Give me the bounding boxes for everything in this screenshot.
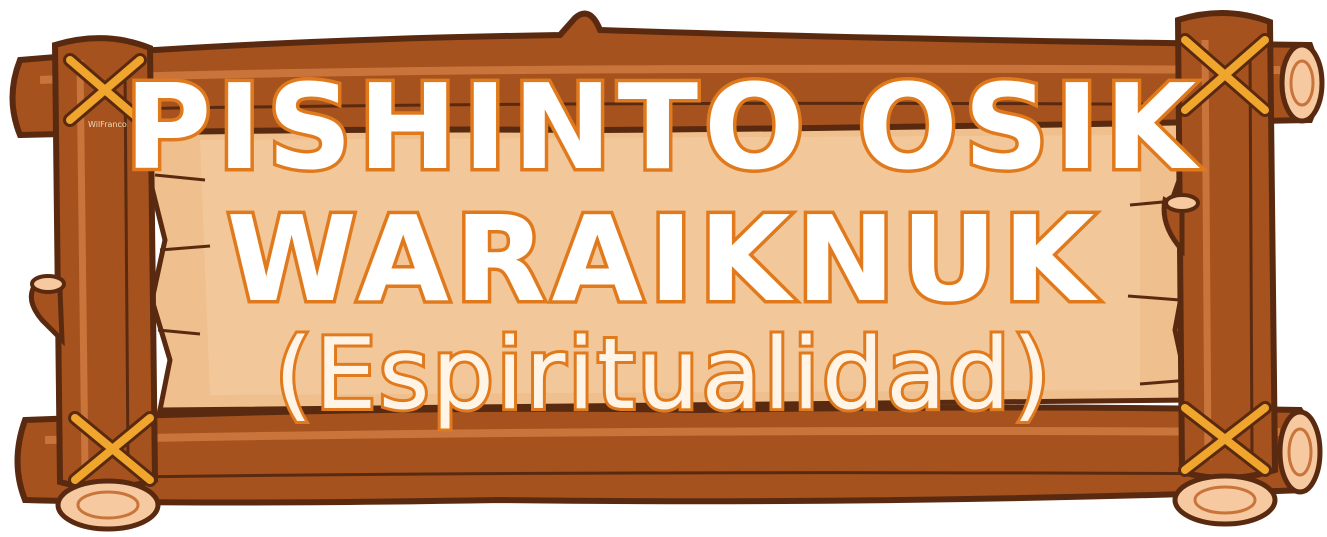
left-post-end <box>58 481 158 529</box>
sign-title-line-2: WARAIKNUK <box>226 190 1101 328</box>
sign-title-line-1: PISHINTO OSIK <box>124 58 1203 196</box>
watermark: WilFranco <box>88 120 127 129</box>
right-post-end <box>1175 476 1275 524</box>
sign-subtitle: (Espiritualidad) <box>274 318 1053 432</box>
